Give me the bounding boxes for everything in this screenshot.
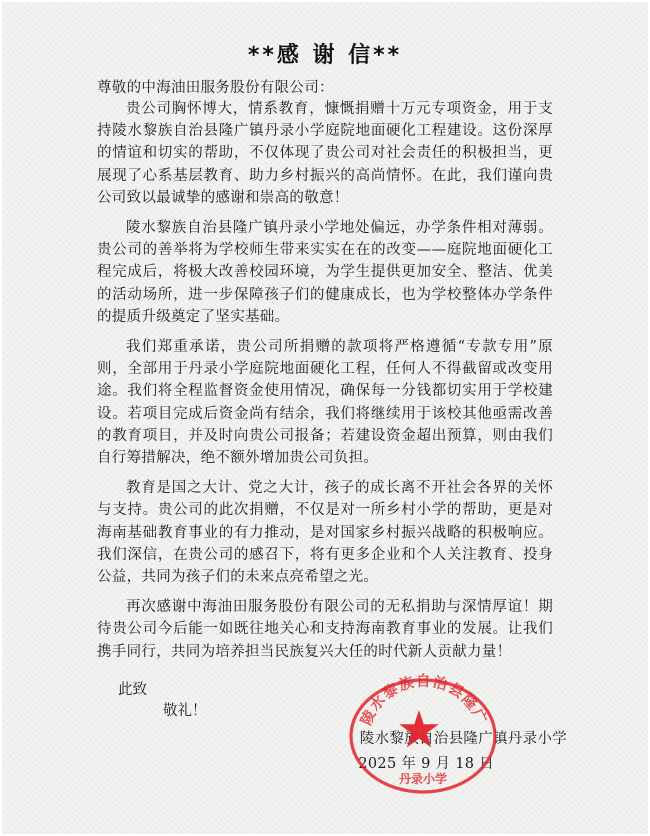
paragraph: 教育是国之大计、党之大计，孩子的成长离不开社会各界的关怀与支持。贵公司的此次捐赠，不仅是对一所乡村小学的帮助，更是对海南基础教育事业的有力推动，是对国家乡村振兴战略的积极响应。我们深信，在贵公司的感召下，将有更多企业和个人关注教育、投身公益，共同为孩子们的未来点亮希望之光。 xyxy=(97,480,553,586)
paragraph: 陵水黎族自治县隆广镇丹录小学地处偏远，办学条件相对薄弱。贵公司的善举将为学校师生带来实实在在的改变——庭院地面硬化工程完成后，将极大改善校园环境，为学生提供更加安全、整洁、优美的活动场所，进一步保障孩子们的健康成长，也为学校整体办学条件的提质升级奠定了坚实基础。 xyxy=(97,220,553,325)
seal-arc-text: 陵水黎族自治县隆广 xyxy=(358,674,490,728)
paragraph: 再次感谢中海油田服务股份有限公司的无私捐助与深情厚谊！期待贵公司今后能一如既往地关心和支持海南教育事业的发展。让我们携手同行，共同为培养担当民族复兴大任的时代新人贡献力量！ xyxy=(97,599,553,660)
letter-date: 2025 年 9 月 18 日 xyxy=(358,756,494,772)
signer-name: 陵水黎族自治县隆广镇丹录小学 xyxy=(359,731,567,747)
seal-star-icon xyxy=(399,710,438,747)
paragraph: 贵公司胸怀博大，情系教育，慷慨捐赠十万元专项资金，用于支持陵水黎族自治县隆广镇丹录小学庭院地面硬化工程建设。这份深厚的情谊和切实的帮助，不仅体现了贵公司对社会责任的积极担当，更展现了心系基层教育、助力乡村振兴的高尚情怀。在此，我们谨向贵公司致以最诚挚的感谢和崇高的敬意！ xyxy=(97,101,553,206)
official-seal xyxy=(342,672,504,794)
letter-body xyxy=(97,98,553,671)
salutation: 尊敬的中海油田服务股份有限公司： xyxy=(97,80,334,96)
regards-phrase: 敬礼！ xyxy=(163,703,207,719)
closing-phrase: 此致 xyxy=(118,682,147,698)
paragraph: 我们郑重承诺，贵公司所捐赠的款项将严格遵循“专款专用”原则，全部用于丹录小学庭院地面硬化工程，任何人不得截留或改变用途。我们将全程监督资金使用情况，确保每一分钱都切实用于学校建设。若项目完成后资金尚有结余，我们将继续用于该校其他亟需改善的教育项目，并及时向贵公司报备；若建设资金超出预算，则由我们自行筹措解决，绝不额外增加贵公司负担。 xyxy=(97,339,553,467)
letter-title: **感 谢 信** xyxy=(247,43,403,68)
seal-bottom-text: 丹录小学 xyxy=(398,772,448,786)
